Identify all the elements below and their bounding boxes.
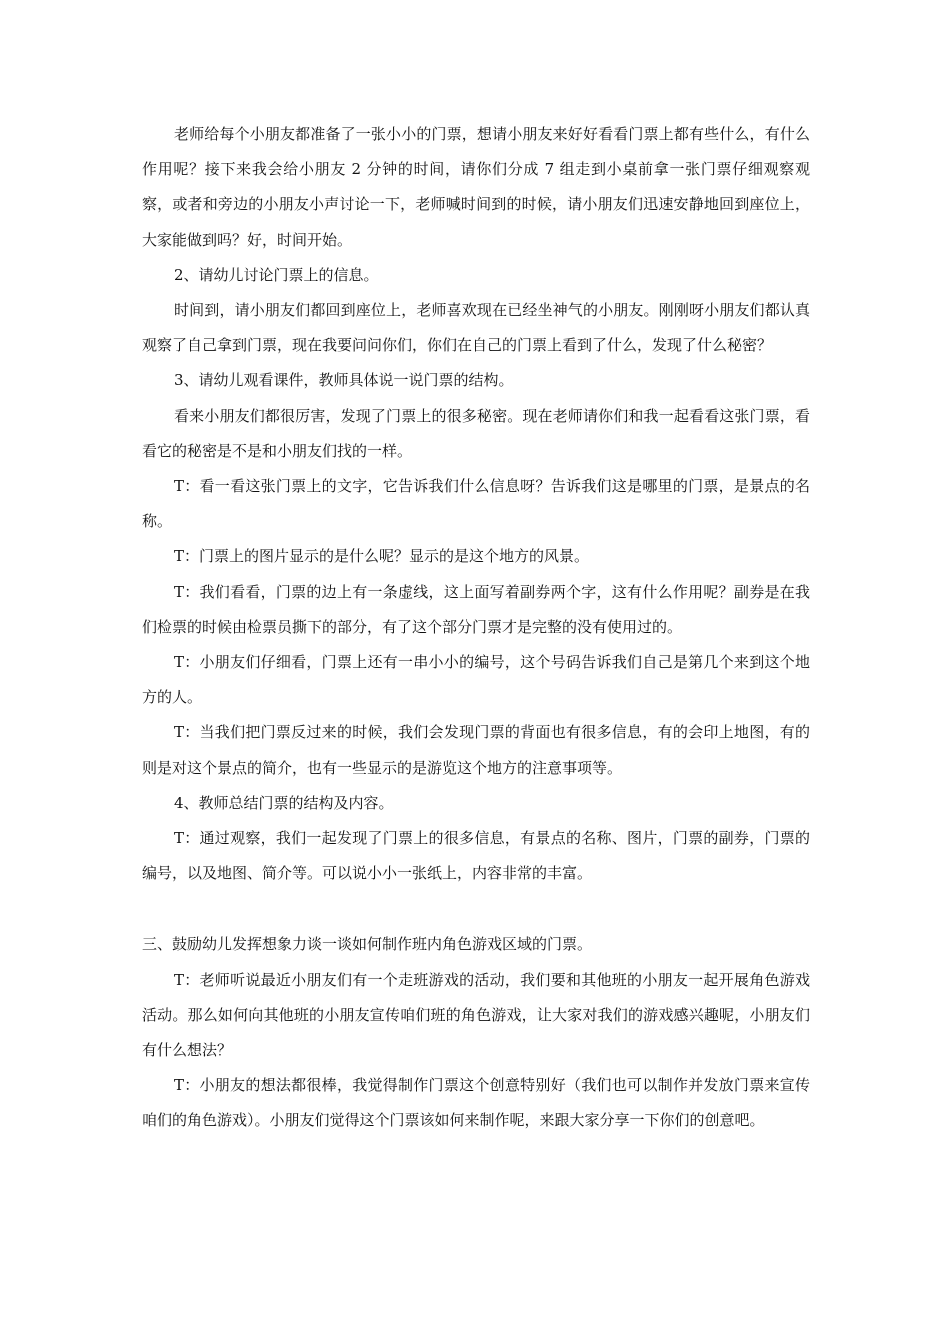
paragraph-ticket-number: T：小朋友们仔细看，门票上还有一串小小的编号，这个号码告诉我们自己是第几个来到这个地方的人。 bbox=[142, 653, 810, 707]
paragraph-class-game: T：老师听说最近小朋友们有一个走班游戏的活动，我们要和其他班的小朋友一起开展角色游戏活动。那么如何向其他班的小朋友宣传咱们班的角色游戏，让大家对我们的游戏感兴趣呢，小朋友们有什么想法？ bbox=[142, 970, 810, 1060]
paragraph-ticket-stub: T：我们看看，门票的边上有一条虚线，这上面写着副券两个字，这有什么作用呢？副券是在我们检票的时候由检票员撕下的部分，有了这个部分门票才是完整的没有使用过的。 bbox=[142, 582, 810, 636]
section-spacer bbox=[142, 891, 810, 927]
paragraph-ticket-picture: T：门票上的图片显示的是什么呢？显示的是这个地方的风景。 bbox=[174, 547, 590, 566]
step-4-heading: 4、教师总结门票的结构及内容。 bbox=[174, 793, 394, 812]
step-2-heading: 2、请幼儿讨论门票上的信息。 bbox=[174, 265, 379, 284]
paragraph-secrets: 看来小朋友们都很厉害，发现了门票上的很多秘密。现在老师请你们和我一起看看这张门票，看看它的秘密是不是和小朋友们找的一样。 bbox=[142, 406, 810, 460]
paragraph-intro: 老师给每个小朋友都准备了一张小小的门票，想请小朋友来好好看看门票上都有些什么，有什么作用呢？接下来我会给小朋友 2 分钟的时间，请你们分成 7 组走到小桌前拿一张门票仔细观察观察，或者和旁边的小朋友小声讨论一下，老师喊时间到的时候，请小朋友们迅速安静地回到座位上，大家能做到吗？好，时间开始。 bbox=[142, 125, 810, 249]
section-three-heading: 三、鼓励幼儿发挥想象力谈一谈如何制作班内角色游戏区域的门票。 bbox=[142, 935, 593, 954]
step-3-heading: 3、请幼儿观看课件，教师具体说一说门票的结构。 bbox=[174, 371, 514, 390]
paragraph-time-up: 时间到，请小朋友们都回到座位上，老师喜欢现在已经坐神气的小朋友。刚刚呀小朋友们都认真观察了自己拿到门票，现在我要问问你们，你们在自己的门票上看到了什么，发现了什么秘密？ bbox=[142, 301, 810, 355]
paragraph-make-ticket: T：小朋友的想法都很棒，我觉得制作门票这个创意特别好（我们也可以制作并发放门票来宣传咱们的角色游戏）。小朋友们觉得这个门票该如何来制作呢，来跟大家分享一下你们的创意吧。 bbox=[142, 1076, 810, 1130]
paragraph-ticket-text: T：看一看这张门票上的文字，它告诉我们什么信息呀？告诉我们这是哪里的门票，是景点的名称。 bbox=[142, 477, 810, 531]
document-page bbox=[142, 117, 810, 1139]
paragraph-ticket-back: T：当我们把门票反过来的时候，我们会发现门票的背面也有很多信息，有的会印上地图，有的则是对这个景点的简介，也有一些显示的是游览这个地方的注意事项等。 bbox=[142, 723, 810, 777]
paragraph-summary: T：通过观察，我们一起发现了门票上的很多信息，有景点的名称、图片，门票的副券，门票的编号，以及地图、简介等。可以说小小一张纸上，内容非常的丰富。 bbox=[142, 829, 810, 883]
